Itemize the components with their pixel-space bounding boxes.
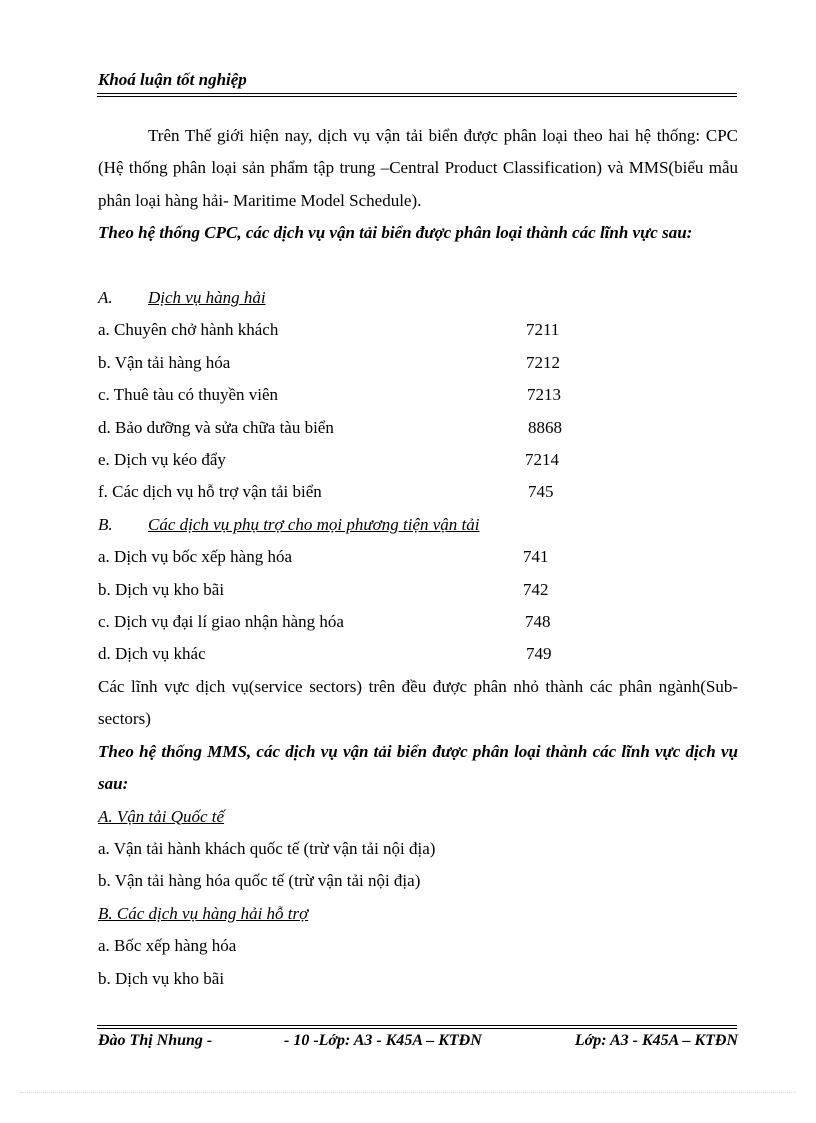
mms-section-a-heading <box>98 801 738 833</box>
item-code: 742 <box>523 579 549 599</box>
intro-paragraph: Trên Thế giới hiện nay, dịch vụ vận tải biển được phân loại theo hai hệ thống: CPC (Hệ thống phân loại sản phẩm tập trung –Central Product Classification) và MMS(biểu mẫu phân loại hàng hải- Maritime Model Schedule). <box>98 126 738 210</box>
item-code: 7214 <box>525 449 559 469</box>
cpc-heading: Theo hệ thống CPC, các dịch vụ vận tải biển được phân loại thành các lĩnh vực sau: <box>98 223 693 242</box>
item-label: f. Các dịch vụ hỗ trợ vận tải biển <box>98 482 322 502</box>
list-item: b. Vận tải hàng hóa quốc tế (trừ vận tải nội địa) <box>98 871 421 891</box>
list-item <box>98 444 738 476</box>
page-edge-divider <box>20 1092 796 1093</box>
item-code: 7212 <box>526 352 560 372</box>
item-label: d. Bảo dưỡng và sửa chữa tàu biển <box>98 417 334 437</box>
list-item: b. Dịch vụ kho bãi <box>98 968 225 988</box>
item-label: a. Chuyên chở hành khách <box>98 320 279 340</box>
list-item <box>98 606 738 638</box>
section-a-letter: A. <box>98 288 113 307</box>
subsectors-note: Các lĩnh vực dịch vụ(service sectors) trên đều được phân nhỏ thành các phân ngành(Sub-sectors) <box>98 676 738 729</box>
section-b-heading <box>98 509 738 541</box>
document-body <box>98 120 738 995</box>
item-label: d. Dịch vụ khác <box>98 644 206 664</box>
header-title: Khoá luận tốt nghiệp <box>98 70 247 89</box>
item-code: 7213 <box>527 385 561 405</box>
list-item <box>98 574 738 606</box>
mms-heading: Theo hệ thống MMS, các dịch vụ vận tải biển được phân loại thành các lĩnh vực dịch vụ sau: <box>98 741 738 794</box>
section-a-title: Dịch vụ hàng hải <box>148 288 266 307</box>
footer-page: - 10 -Lớp: A3 - K45A – KTĐN <box>284 1032 482 1049</box>
header-rule-top <box>97 93 737 94</box>
header-rule-bottom <box>97 96 737 97</box>
list-item <box>98 412 738 444</box>
item-label: c. Thuê tàu có thuyền viên <box>98 385 279 405</box>
item-code: 749 <box>526 644 552 664</box>
list-item <box>98 347 738 379</box>
item-code: 741 <box>523 547 549 567</box>
list-item: a. Vận tải hành khách quốc tế (trừ vận tải nội địa) <box>98 839 436 859</box>
mms-section-b-title: B. Các dịch vụ hàng hải hỗ trợ <box>98 903 309 923</box>
list-item <box>98 541 738 573</box>
list-item <box>98 638 738 670</box>
list-item <box>98 314 738 346</box>
list-item <box>98 379 738 411</box>
item-label: b. Vận tải hàng hóa <box>98 352 231 372</box>
item-label: e. Dịch vụ kéo đẩy <box>98 449 226 469</box>
footer-rule-top <box>97 1025 737 1026</box>
item-code: 745 <box>528 482 554 502</box>
footer-rule-bottom <box>97 1028 737 1029</box>
item-label: c. Dịch vụ đại lí giao nhận hàng hóa <box>98 611 344 631</box>
section-b-letter: B. <box>98 514 113 534</box>
item-label: b. Dịch vụ kho bãi <box>98 579 225 599</box>
mms-section-a-title: A. Vận tải Quốc tế <box>98 806 225 826</box>
footer-author: Đào Thị Nhung - <box>98 1032 213 1049</box>
mms-section-b-heading <box>98 898 738 930</box>
item-code: 748 <box>525 611 551 631</box>
list-item <box>98 476 738 508</box>
section-a-heading <box>98 282 738 314</box>
list-item: a. Bốc xếp hàng hóa <box>98 936 237 956</box>
item-label: a. Dịch vụ bốc xếp hàng hóa <box>98 547 293 567</box>
section-b-title: Các dịch vụ phụ trợ cho mọi phương tiện vận tải <box>148 514 480 534</box>
item-code: 8868 <box>528 417 562 437</box>
footer-class: Lớp: A3 - K45A – KTĐN <box>574 1032 738 1049</box>
item-code: 7211 <box>526 320 560 340</box>
